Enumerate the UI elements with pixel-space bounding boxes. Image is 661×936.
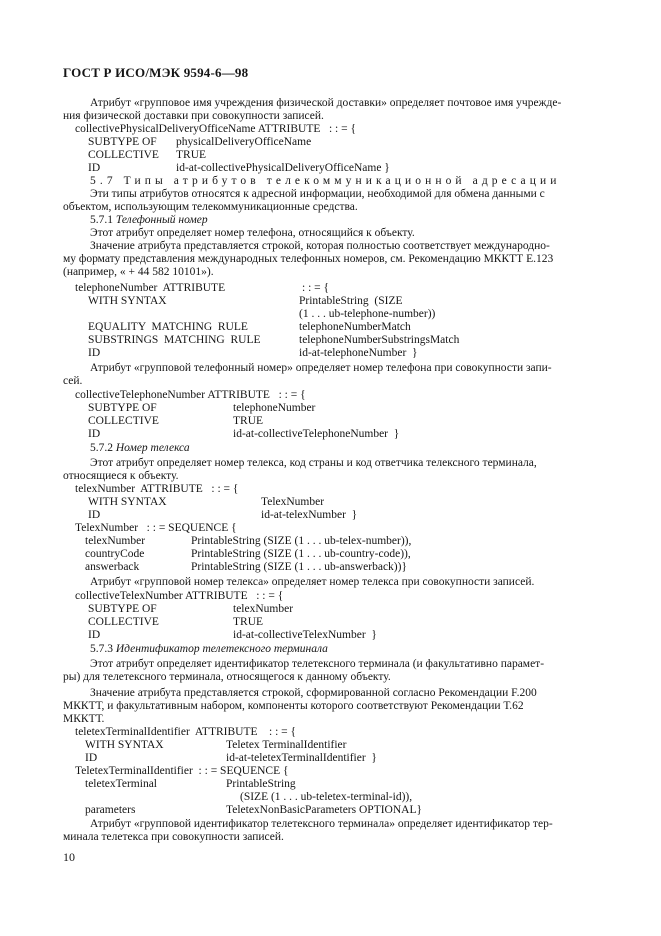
code-line: TRUE xyxy=(176,149,207,161)
code-line: SUBTYPE OF xyxy=(88,603,157,615)
code-line: ID xyxy=(88,347,101,359)
code-line: telephoneNumber xyxy=(233,402,316,414)
text-line: Значение атрибута представляется строкой, которая полностью соответствует международно- xyxy=(90,240,550,252)
text-line: Атрибут «групповой номер телекса» определяет номер телекса при совокупности записей. xyxy=(90,576,535,588)
code-line: TelexNumber xyxy=(261,496,325,508)
subsection-number: 5.7.3 xyxy=(90,643,116,655)
code-line: SUBTYPE OF xyxy=(88,402,157,414)
code-line: telephoneNumberSubstringsMatch xyxy=(299,334,460,346)
text-line: относящиеся к объекту. xyxy=(63,470,179,482)
code-line: telexNumber xyxy=(233,603,294,615)
text-line: Значение атрибута представляется строкой, сформированной согласно Рекомендации F.200 xyxy=(90,687,537,699)
code-line: EQUALITY MATCHING RULE xyxy=(88,321,248,333)
section-heading: 5.7 Типы атрибутов телекоммуникационной адресации xyxy=(90,175,561,187)
code-line: TeletexNonBasicParameters OPTIONAL} xyxy=(226,804,423,816)
code-line: TeletexTerminalIdentifier : : = SEQUENCE { xyxy=(75,765,289,777)
code-line: Teletex TerminalIdentifier xyxy=(226,739,347,751)
subsection-title: Идентификатор телетексного терминала xyxy=(115,643,328,655)
code-line: PrintableString xyxy=(226,778,296,790)
code-line: TelexNumber : : = SEQUENCE { xyxy=(75,522,237,534)
standard-header: ГОСТ Р ИСО/МЭК 9594-6—98 xyxy=(63,65,249,80)
code-line: SUBTYPE OF xyxy=(88,136,157,148)
text-line: Атрибут «групповое имя учреждения физической доставки» определяет почтовое имя учрежде- xyxy=(90,97,562,109)
text-line: му формату представления международных телефонных номеров, см. Рекомендацию МККТТ Е.123 xyxy=(63,253,554,265)
text-line: Эти типы атрибутов относятся к адресной информации, необходимой для обмена данными с xyxy=(90,188,545,200)
text-line: Атрибут «групповой идентификатор телетексного терминала» определяет идентификатор тер- xyxy=(90,818,553,830)
text-line: Этот атрибут определяет номер телефона, относящийся к объекту. xyxy=(90,227,415,239)
code-line: TRUE xyxy=(233,415,264,427)
code-line: id-at-collectivePhysicalDeliveryOfficeName } xyxy=(176,162,390,174)
text-line: минала телетекса при совокупности записей. xyxy=(63,831,284,843)
code-line: SUBSTRINGS MATCHING RULE xyxy=(88,334,261,346)
text-line: Этот атрибут определяет номер телекса, код страны и код ответчика телексного терминала, xyxy=(90,457,537,469)
code-line: WITH SYNTAX xyxy=(88,496,167,508)
code-line: id-at-telephoneNumber } xyxy=(299,347,418,359)
code-line: parameters xyxy=(85,804,136,816)
code-line: (SIZE (1 . . . ub-teletex-terminal-id)), xyxy=(240,791,413,803)
code-line: COLLECTIVE xyxy=(88,415,159,427)
text-line: Этот атрибут определяет идентификатор телетексного терминала (и факультативно парамет- xyxy=(90,658,545,670)
code-line: WITH SYNTAX xyxy=(88,295,167,307)
code-line: WITH SYNTAX xyxy=(85,739,164,751)
code-line: countryCode xyxy=(85,548,145,560)
text-line: ния физической доставки при совокупности записей. xyxy=(63,110,324,122)
code-line: ID xyxy=(85,752,98,764)
subsection-heading xyxy=(90,643,328,656)
code-line: PrintableString (SIZE xyxy=(299,295,403,307)
code-line: teletexTerminalIdentifier ATTRIBUTE : : = { xyxy=(75,726,297,738)
code-line: ID xyxy=(88,428,101,440)
subsection-heading xyxy=(90,442,190,455)
code-line: PrintableString (SIZE (1 . . . ub-country-code)), xyxy=(191,548,411,560)
subsection-number: 5.7.1 xyxy=(90,214,116,226)
text-line: МККТТ, и факультативным набором, компоненты которого соответствуют Рекомендации Т.62 xyxy=(63,700,524,712)
text-line: МККТТ. xyxy=(63,713,105,725)
code-line: teletexTerminal xyxy=(85,778,157,790)
code-line: TRUE xyxy=(233,616,264,628)
code-line: telephoneNumberMatch xyxy=(299,321,411,333)
code-line: PrintableString (SIZE (1 . . . ub-telex-number)), xyxy=(191,535,412,547)
subsection-title: Номер телекса xyxy=(115,442,190,454)
code-line: telexNumber ATTRIBUTE : : = { xyxy=(75,483,239,495)
code-line: collectivePhysicalDeliveryOfficeName ATTRIBUTE : : = { xyxy=(75,123,357,135)
code-line: physicalDeliveryOfficeName xyxy=(176,136,312,148)
text-line: Атрибут «групповой телефонный номер» определяет номер телефона при совокупности запи- xyxy=(90,362,552,374)
code-line: collectiveTelexNumber ATTRIBUTE : : = { xyxy=(75,590,284,602)
code-line: telephoneNumber ATTRIBUTE xyxy=(75,282,226,294)
code-line: id-at-collectiveTelexNumber } xyxy=(233,629,377,641)
code-line: ID xyxy=(88,629,101,641)
code-line: COLLECTIVE xyxy=(88,616,159,628)
text-line: (например, « + 44 582 10101»). xyxy=(63,266,214,278)
code-line: id-at-teletexTerminalIdentifier } xyxy=(226,752,377,764)
code-line: answerback xyxy=(85,561,140,573)
page-number: 10 xyxy=(63,850,75,864)
text-line: объектом, использующим телекоммуникационные средства. xyxy=(63,201,358,213)
text-line: сей. xyxy=(63,375,83,387)
code-line: PrintableString (SIZE (1 . . . ub-answerback))} xyxy=(191,561,407,573)
code-line: (1 . . . ub-telephone-number)) xyxy=(299,308,436,320)
code-line: telexNumber xyxy=(85,535,146,547)
code-line: COLLECTIVE xyxy=(88,149,159,161)
code-line: collectiveTelephoneNumber ATTRIBUTE : : = { xyxy=(75,389,306,401)
subsection-title: Телефонный номер xyxy=(115,214,208,226)
code-line: id-at-collectiveTelephoneNumber } xyxy=(233,428,400,440)
subsection-heading xyxy=(90,214,208,227)
subsection-number: 5.7.2 xyxy=(90,442,116,454)
code-line: : : = { xyxy=(302,282,330,294)
code-line: id-at-telexNumber } xyxy=(261,509,358,521)
text-line: ры) для телетексного терминала, относящегося к данному объекту. xyxy=(63,671,391,683)
code-line: ID xyxy=(88,162,101,174)
code-line: ID xyxy=(88,509,101,521)
